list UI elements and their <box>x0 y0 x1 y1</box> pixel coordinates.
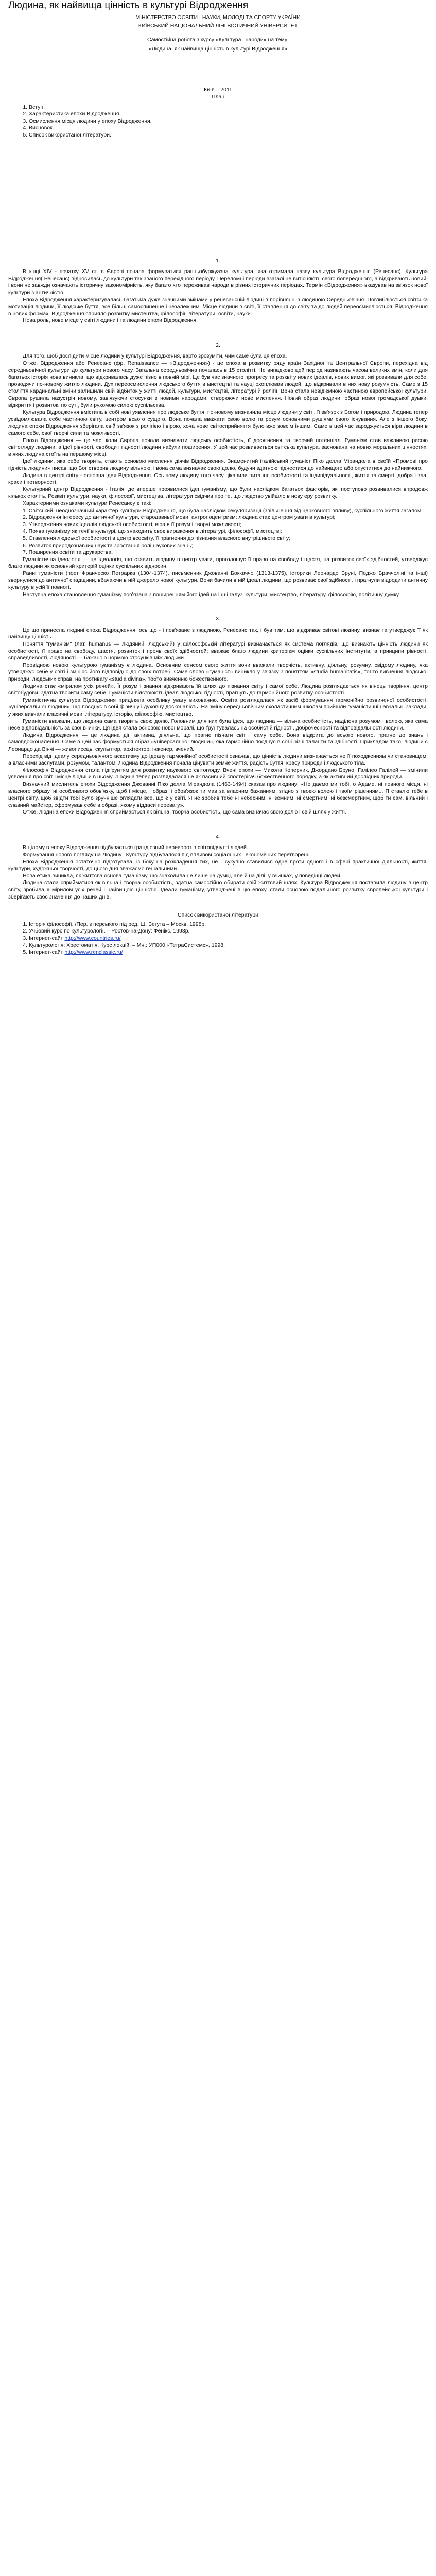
section-paragraph: Культурний центр Відродження - Італія, де вперше проявилися ідеї гуманізму, що були наслідком багатьох факторів, які поступово розвивалися впродовж кількох століть. Розквіт культури, науки, філософії, мистецтва, літератури свідчив про те, що людство увійшло в нову еру розвитку. <box>8 486 428 500</box>
university-line: КИЇВСЬКИЙ НАЦІОНАЛЬНИЙ ЛІНГВІСТИЧНИЙ УНІВЕРСИТЕТ <box>138 22 298 29</box>
section-paragraph: Характерними ознаками культури Ренесансу є такі: <box>23 500 152 506</box>
section-paragraph: Отже, людина епохи Відродження сприймається як вільна, творча особистість, що сама визначає свою долю і свій шлях у житті. <box>23 809 346 816</box>
section-paragraph: Епоха Відродження остаточно підготувала, із боку на розкладення тих, не... сукупно ставилися одне проти одного і в сфері практичної діяльності, життя, культури, художньої творчості, до цього дня вважаємо геніальними. <box>8 858 428 872</box>
section-paragraph: Нова роль, нове місце у світі людини і та людини епохи Відродження. <box>23 317 198 324</box>
section-paragraph: Формування нового погляду на Людину і Культуру відбувалося під впливом соціальних і економічних перетворень. <box>23 852 311 858</box>
section-paragraph: Гуманістична ідеологія — це ідеологія, що ставить людину в центр уваги, проголошує її право на свободу і щастя, на розвиток своїх здібностей, утверджує благо людини як основний критерій оцінки суспільних відносин. <box>8 556 428 570</box>
section-paragraph: Культура Відродження вмістила в собі нові уявлення про людське буття, по-новому визначила місце людини у світі, її зв'язок з Богом і природою. Людина тепер усвідомлювала себе частиною світу, центром всього сущого. Вона почала вважати свою волю та розум основними рушіями свого існування. Але з іншого боку, людина епохи Відродження зберігала свій зв'язок з релігією і вірою, хоча нове світосприйняття було вже зовсім іншим. Саме в цей час зароджується віра людини в самого себе, свої творчі сили та можливості. <box>8 409 428 436</box>
plan-item: 1. Вступ. <box>29 104 428 111</box>
work-type-line: Самостійна робота з курсу «Культура і народи» на тему: <box>147 37 289 43</box>
section-paragraph: Для того, щоб дослідити місце людини у культурі Відродження, варто зрозуміти, чим саме була ця епоха. <box>23 353 287 360</box>
plan-item: 2. Характеристика епохи Відродження. <box>29 111 428 118</box>
section-paragraph: 2. Відродження інтересу до античної культури, стародавньої мови; антропоцентризм: людина стає центром уваги в культурі; <box>23 514 336 521</box>
section-paragraph: Епоха Відродження — це час, коли Європа почала визнавати людську особистість, її досягнення та творчий потенціал. Гуманізм став важливою рисою світогляду людини, а ідеї рівності, свободи і гідності людини набули поширення. У цей час розвивається світська культура, заснована на нових моральних цінностях, в яких людина стоїть на першому місці. <box>8 437 428 457</box>
section-paragraph: 3. Утвердження нових ідеалів людської особистості, віра в її розум і творчі можливості; <box>23 521 242 528</box>
section-paragraph: Людина стає «мірилом усіх речей». Її розум і знання відкривають їй шлях до пізнання світу і самої себе. Людина розглядається як вінець творіння, центр світобудови, здатна творити саму себе. Гуманісти відстоюють ідеал людської гідності, прагнуть до гармонійного розвитку особистості. <box>8 683 428 697</box>
ministry-line: МІНІСТЕРСТВО ОСВІТИ І НАУКИ, МОЛОДІ ТА СПОРТУ УКРАЇНИ <box>135 14 301 21</box>
reference-text: Культурологія: Хрестоматія. Курс лекцій. – Мн.: УП000 «ТетраСистемс», 1998. <box>29 942 225 948</box>
plan-heading: План <box>211 93 225 100</box>
reference-text: Інтернет-сайт <box>29 935 65 941</box>
plan-item: 4. Висновок. <box>29 125 428 132</box>
reference-item <box>29 949 428 956</box>
spacer <box>8 598 428 609</box>
section-paragraph: Гуманісти вважали, що людина сама творить свою долю. Головним для них була ідея, що людина — вільна особистість, наділена розумом і волею, яка сама несе відповідальність за свої вчинки. Ця ідея стала основою нової моралі, що ґрунтувалась на особистій гідності, доброчесності та відповідальності людини. <box>8 718 428 732</box>
reference-link[interactable]: http://www.renclassic.ru/ <box>64 949 123 956</box>
section-paragraph: В цілому в епоху Відродження відбувається грандіозний переворот в світовідчутті людей. <box>23 844 248 851</box>
section-paragraph: Перехід від ідеалу середньовічного аскетизму до ідеалу гармонійної особистості означав, що цінність людини визначається не її походженням чи становищем, а власними заслугами, розумом, талантом. Людина Відродження почала цінувати земне життя, радість буття, красу природи і людського тіла. <box>8 753 428 767</box>
document-page <box>0 0 436 967</box>
reference-text: Історія філософії. /Пер. з перського під ред. Ш. Бегута – Москв, 1998р. <box>29 921 206 927</box>
section-paragraph: Нова етика виникла, як життєва основа гуманізму, що знаходила не лише на думці, але й на ділі, у вчинках, у поведінці людей. <box>23 872 342 879</box>
section-paragraph: Епоха Відродження характеризувалась багатьма дуже значними змінами у ренесансній людині в порівнянні з людиною Середньовіччя. Поглиблюється світська мотивація людини, її людське буття, все більш самоспиненне і незалежним. Місце людини в світі, її ставлення до світу та до людей переосмислюється. Відродження в нових формах. Відродження сприяло розвитку мистецтва, філософії, літератури, освіти, науки. <box>8 296 428 317</box>
section-paragraph: Поняття "гуманізм" (лат. humanus — людяний, людський) у філософській літературі визначається як система поглядів, що визнають цінність людини як особистості, її право на свободу, щастя, розвиток і прояв своїх здібностей; вважає благо людини критерієм оцінки суспільних інститутів, а принципи рівності, справедливості, людяності — бажаною нормою стосунків між людьми. <box>8 641 428 662</box>
reference-item <box>29 942 428 950</box>
section-number: 1. <box>216 257 220 264</box>
section-paragraph: 7. Поширення освіти та друкарства. <box>23 549 113 556</box>
section-number: 4. <box>216 833 220 840</box>
sections-container <box>8 258 428 901</box>
section-paragraph: Провідною новою культурою гуманізму є людина. Основним сенсом свого життя вони вважали творчість, активну, діяльну, розумну, свідому людину, яка утверджує себе у світі і змінює його відповідно до своїх потреб. Саме слово «гуманіст» виникло у зв'язку з поняттям «studia humanitatis», тобто вивчення людської природи, людських справ, на противагу «studia divina», тобто вивченню божественного. <box>8 662 428 682</box>
reference-item <box>29 928 428 935</box>
section-paragraph: Ідеї людини, яка себе творить, стають основою мислення діячів Відродження. Знаменитий італійський гуманіст Піко делла Мірандола в своїй «Промові про гідність людини» писав, що Бог створив людину вільною, і вона сама визначає свою долю, будучи здатною піднестися до найвищого або опуститися до найнижчого. <box>8 458 428 471</box>
spacer <box>8 325 428 336</box>
reference-text: Учбовий курс по культурології. – Ростов-на-Дону: Фенікс, 1998р. <box>29 928 190 935</box>
section-paragraph: Наступна епоха становлення гуманізму пов'язана з поширенням його ідей на інші галузі культури: мистецтво, літературу, філософію, політичну думку. <box>23 591 400 598</box>
section-paragraph: Людина стала сприйматися як вільна і творча особистість, здатна самостійно обирати свій життєвий шлях. Культура Відродження поставила людину в центр світу, зробила її мірилом усіх речей і найвищою цінністю. Ідеали гуманізму, утверджені в цю епоху, стали основою подальшого розвитку європейської культури і зберігають своє значення до наших днів. <box>8 879 428 900</box>
references-heading: Список використаної літератури <box>177 912 258 919</box>
section-paragraph: Філософія Відродження стала підґрунтям для розвитку наукового світогляду. Вчені епохи — Микола Коперник, Джордано Бруно, Галілео Галілей — змінили уявлення про світ і місце людини в ньому. Людина тепер розглядалася не як пасивний спостерігач божественного порядку, а як активний дослідник природи. <box>8 767 428 781</box>
references-list <box>29 921 428 956</box>
section-paragraph: 4. Поява гуманізму як течії в культурі, що знаходить своє вираження в літературі, філософії, мистецтві; <box>23 528 282 535</box>
section-paragraph: Визначний мислитель епохи Відродження Джованні Піко делла Мірандола (1463-1494) сказав про людину: «Не даємо ми тобі, о Адаме, ні певного місця, ні власного образу, ні особливого обов'язку, щоб і місце, і образ, і обов'язок ти мав за власним бажанням, згідно з твоєю волею і твоїм рішенням... Я ставлю тебе в центрі світу, щоб звідти тобі було зручніше оглядати все, що є у світі. Я не зробив тебе ні небесним, ні земним, ні смертним, ні безсмертним, щоб ти сам, вільний і славний майстер, сформував себе в образі, якому віддаси перевагу». <box>8 781 428 808</box>
section-paragraph: 5. Ставлення людської особистості в центр всесвіту, її прагнення до пізнання власного внутрішнього світу; <box>23 535 291 541</box>
reference-text: Інтернет-сайт <box>29 949 65 956</box>
reference-item <box>29 921 428 928</box>
section-paragraph: Отже, Відродження або Ренесанс (фр. Renaissance — «Відродження») - це епоха в розвитку ряду країн Західної та Центральної Європи, перехідна від середньовічної культури до культури нового часу. Загальна середньовічна почалась в 15 столітті. Не випадково цей період називають часом великих змін, коли для багатьох історія нова виникла, що відкривалась дуже пізно в повній мірі. Це був час значного прогресу та розквіту нових ідеалів, нових вимог, які розвивали для себе, проводячи по-новому житло людини. Дух переосмислення людського буття в мистецтві та науці охоплював людей, що відкривали в них нову розумність. Саме з 15 століття кардинальні зміни залишили свій відбиток у житті людей, культури, мистецтві, літературі й релігії. Вона стала невід'ємною частиною європейської культури. Європа рушила назустріч новому, зав'язуючи стосунки з новими народами, створюючи нове мислення. Новий образ людини, образ нової громадської думки, відкриття і розвиток, по суті, були рухомою силою суспільства. <box>8 360 428 409</box>
section-number: 2. <box>216 342 220 348</box>
city-year: Київ – 2011 <box>204 87 232 93</box>
spacer <box>8 816 428 827</box>
section-number: 3. <box>216 616 220 622</box>
plan-item: 5. Список використаної літератури. <box>29 132 428 139</box>
reference-item <box>29 935 428 942</box>
plan-list <box>29 104 428 139</box>
section-paragraph: Ранні гуманісти (поет Франческо Петрарка (1304-1374), письменник Джованні Боккаччо (1313-1375), історики Леонардо Бруні, Поджо Браччоліні та інші) звернулися до античної спадщини, вбачаючи в ній джерело нової культури. Вони бачили в ній ідеал людини, що розвиває свої здібності, і прагнули відродити античну культуру в усій її повноті. <box>8 570 428 591</box>
section-paragraph: 1. Світський, неоднозначний характер культури Відродження, що була наслідком секуляризації (звільнення від церковного впливу), суспільного життя загалом; <box>23 507 423 514</box>
section-paragraph: В кінці XIV - початку XV ст. в Європі почала формуватися ранньобуржуазна культура, яка отримала назву культура Відродження (Ренесанс). Культура Відродження( Ренесанс) відносилась до культури так званого перехідного періоду. Переломні періоди взагалі не витісняють свого попереднього, а відкривають новий, і вони не завжди означають історичну закономірність, яку багато хто переживав народи в різних історичних періодах. Термін «Відродження» вказував на зв'язок нової культури з античністю. <box>8 268 428 296</box>
reference-link[interactable]: http://www.countries.ru/ <box>64 935 121 941</box>
topic-line: «Людина, як найвища цінність в культурі Відродження» <box>148 45 288 52</box>
section-paragraph: Гуманістична культура Відродження приділяла особливу увагу вихованню. Освіта розглядалася як засіб формування гармонійно розвиненої особистості, «універсальної людини», що поєднує в собі фізичну і духовну досконалість. На зміну середньовічним схоластичним школам прийшли гуманістичні навчальні заклади, у яких вивчали класичні мови, літературу, історію, філософію, мистецтво. <box>8 697 428 717</box>
section-paragraph: Людина в центрі світу - основна ідея Відродження. Ось чому людину того часу цікавили питання особистості та індивідуальності, життя та смерті, добра і зла, краси і потворності. <box>8 472 428 486</box>
page-title: Людина, як найвища цінність в культурі Відродження <box>8 0 249 11</box>
spacer <box>8 139 428 251</box>
spacer <box>8 901 428 912</box>
section-paragraph: Людина Відродження — це людина дії, активна, діяльна, що прагне пізнати світ і саму себе. Вона відкрита до всього нового, прагне до знань і самовдосконалення. Саме в цей час формується образ «універсальної людини», яка гармонійно поєднує в собі різні таланти та здібності. Прикладом такої людини є Леонардо да Вінчі — живописець, скульптор, архітектор, інженер, вчений. <box>8 732 428 752</box>
section-paragraph: Це що принесла людині епоха Відродження, ось що - і пов'язане з людиною, Ренесанс так, і був тим, що відкриває світові людину, визнає та утверджує її як найвищу цінність. <box>8 626 428 640</box>
section-paragraph: 6. Розвиток природознавчих наук та зростання ролі наукових знань; <box>23 542 193 549</box>
plan-item: 3. Осмислення місця людини у епоху Відродження. <box>29 118 428 125</box>
